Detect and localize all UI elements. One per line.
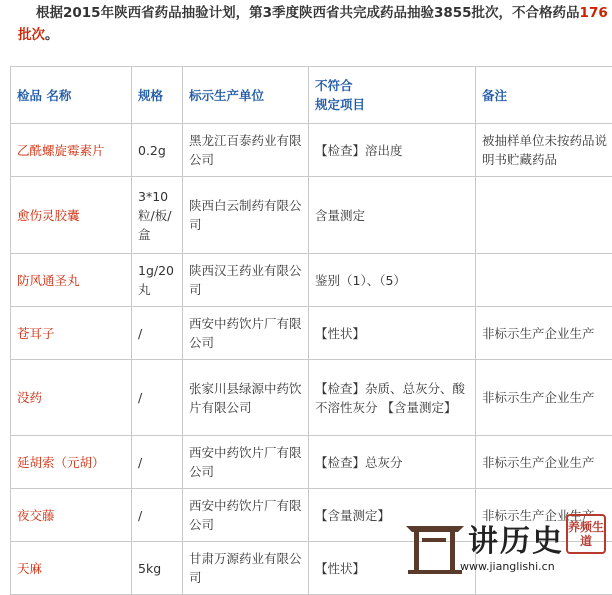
intro-paragraph — [18, 2, 608, 46]
table-row — [11, 177, 612, 254]
drug-note: 非标示生产企业生产 — [476, 436, 612, 489]
drug-name: 延胡索（元胡） — [11, 436, 132, 489]
intro-period: 。 — [45, 27, 59, 43]
failed-item: 【检查】杂质、总灰分、酸不溶性灰分 【含量测定】 — [309, 360, 476, 436]
header-name: 检品 名称 — [11, 67, 132, 124]
drug-maker: 陕西白云制药有限公司 — [183, 177, 309, 254]
failed-item: 【性状】 — [309, 307, 476, 360]
table-row — [11, 254, 612, 307]
failed-item: 【含量测定】 — [309, 489, 476, 542]
drug-spec: 1g/20丸 — [132, 254, 183, 307]
drug-name: 夜交藤 — [11, 489, 132, 542]
drug-note: 非标示生产企业生产 — [476, 360, 612, 436]
drug-name: 苍耳子 — [11, 307, 132, 360]
table-row — [11, 436, 612, 489]
failed-item: 含量测定 — [309, 177, 476, 254]
watermark-seal: 养频生道 — [566, 514, 606, 554]
drug-note — [476, 254, 612, 307]
drug-spec: / — [132, 360, 183, 436]
intro-text: 根据2015年陕西省药品抽验计划，第3季度陕西省共完成药品抽验3855批次，不合格药品 — [36, 5, 580, 21]
site-watermark-logo — [404, 510, 612, 584]
table-header-row — [11, 67, 612, 124]
table-row — [11, 307, 612, 360]
drug-maker: 黑龙江百泰药业有限公司 — [183, 124, 309, 177]
failed-item: 【检查】总灰分 — [309, 436, 476, 489]
drug-spec: 3*10粒/板/盒 — [132, 177, 183, 254]
pavilion-icon — [404, 516, 466, 576]
failed-item: 鉴别（1）、（5） — [309, 254, 476, 307]
drug-maker: 陕西汉王药业有限公司 — [183, 254, 309, 307]
drug-name: 没药 — [11, 360, 132, 436]
failed-item: 【检查】溶出度 — [309, 124, 476, 177]
drug-spec: / — [132, 307, 183, 360]
unqualified-count: 176批次 — [18, 5, 608, 43]
drug-note: 非标示生产企业生产 — [476, 489, 612, 542]
drug-spec: / — [132, 436, 183, 489]
drug-maker: 西安中药饮片厂有限公司 — [183, 489, 309, 542]
drug-name: 乙酰螺旋霉素片 — [11, 124, 132, 177]
table-row — [11, 124, 612, 177]
drug-note: 被抽样单位未按药品说明书贮藏药品 — [476, 124, 612, 177]
drug-spec: 5kg — [132, 542, 183, 595]
failed-item: 【性状】 — [309, 542, 476, 595]
drug-note: 非标示生产企业生产 — [476, 307, 612, 360]
header-item: 不符合 规定项目 — [309, 67, 476, 124]
watermark-brand: 讲历史 — [468, 516, 564, 560]
drug-name: 天麻 — [11, 542, 132, 595]
drug-maker: 西安中药饮片厂有限公司 — [183, 307, 309, 360]
table-row — [11, 360, 612, 436]
drug-maker: 张家川县绿源中药饮片有限公司 — [183, 360, 309, 436]
drug-spec: 0.2g — [132, 124, 183, 177]
header-maker: 标示生产单位 — [183, 67, 309, 124]
watermark-url: www.jianglishi.cn — [460, 560, 555, 573]
drug-maker: 西安中药饮片厂有限公司 — [183, 436, 309, 489]
drug-name: 防风通圣丸 — [11, 254, 132, 307]
drug-spec: / — [132, 489, 183, 542]
header-note: 备注 — [476, 67, 612, 124]
drug-name: 愈伤灵胶囊 — [11, 177, 132, 254]
header-spec: 规格 — [132, 67, 183, 124]
drug-maker: 甘肃万源药业有限公司 — [183, 542, 309, 595]
drug-note — [476, 177, 612, 254]
